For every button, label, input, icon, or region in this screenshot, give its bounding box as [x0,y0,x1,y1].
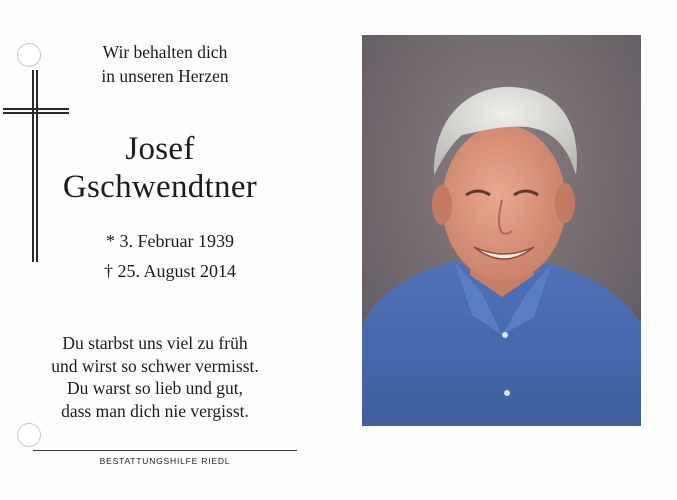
motto-line: Wir behalten dich [102,42,228,62]
portrait-photo [362,35,641,426]
footer-divider [33,450,297,451]
verse-line: dass man dich nie vergisst. [61,400,249,421]
memorial-verse [20,332,290,422]
motto-line: in unseren Herzen [101,66,229,86]
deceased-name [40,130,280,206]
death-date: † 25. August 2014 [103,261,236,281]
last-name: Gschwendtner [62,169,258,205]
verse-line: Du starbst uns viel zu früh [62,333,248,353]
verse-line: und wirst so schwer vermisst. [51,355,259,376]
verse-line: Du warst so lieb und gut, [67,378,243,398]
life-dates [60,226,280,286]
punch-hole-top [17,43,41,67]
birth-date: * 3. Februar 1939 [106,231,234,251]
first-name: Josef [125,131,195,167]
punch-hole-bottom [17,423,41,447]
funeral-home-name: BESTATTUNGSHILFE RIEDL [99,456,231,466]
motto [60,40,270,88]
